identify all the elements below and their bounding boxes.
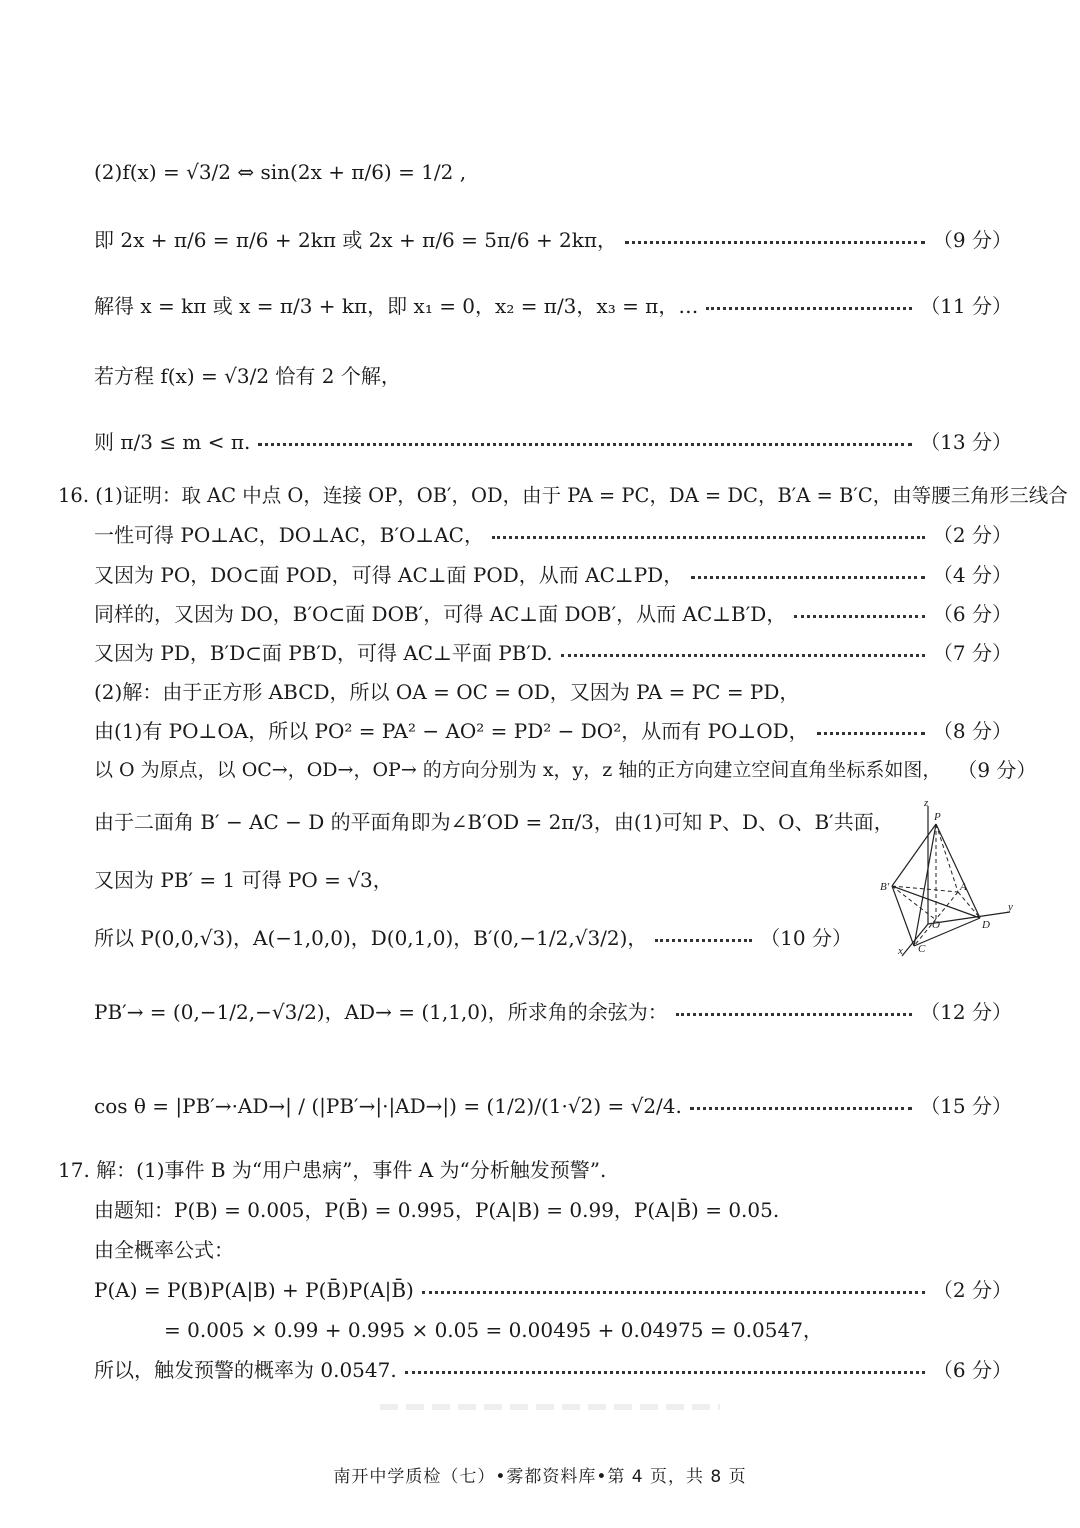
solution-line — [58, 1158, 1012, 1182]
label-x: x — [898, 945, 903, 957]
label-z: z — [924, 800, 929, 809]
dot-leader — [691, 576, 925, 579]
equation-text: 一性可得 PO⊥AC，DO⊥AC，B′O⊥AC， — [94, 523, 484, 547]
dot-leader — [561, 654, 925, 657]
solution-line — [94, 1238, 1012, 1262]
dot-leader — [405, 1371, 925, 1374]
solution-line — [94, 868, 850, 892]
problem-17-heading: 17. 解：(1)事件 B 为“用户患病”，事件 A 为“分析触发预警”. — [58, 1158, 607, 1182]
equation-text: 又因为 PD，B′D⊂面 PB′D，可得 AC⊥平面 PB′D. — [94, 641, 553, 665]
equation-text: 以 O 为原点，以 OC→，OD→，OP→ 的方向分别为 x，y，z 轴的正方向建立空间直角坐标系如图， — [94, 758, 942, 781]
solution-line — [94, 602, 1012, 626]
problem-16-heading: 16. (1)证明：取 AC 中点 O，连接 OP，OB′，OD，由于 PA = PC，DA = DC，B′A = B′C，由等腰三角形三线合 — [58, 484, 1068, 507]
equation-text: cos θ = |PB′→·AD→| / (|PB′→|·|AD→|) = (1/2)/(1·√2) = √2/4. — [94, 1094, 682, 1118]
faint-bleed-through — [380, 1404, 720, 1410]
dot-leader — [258, 443, 912, 446]
dot-leader — [706, 307, 912, 310]
equation-text: 所以 P(0,0,√3)，A(−1,0,0)，D(0,1,0)，B′(0,−1/2,√3/2)， — [94, 926, 648, 950]
score-mark: （9 分） — [932, 228, 1012, 252]
equation-text: 即 2x + π/6 = π/6 + 2kπ 或 2x + π/6 = 5π/6 + 2kπ， — [94, 228, 618, 252]
equation-text: 由全概率公式： — [94, 1238, 234, 1262]
page-footer: 南开中学质检（七）•雾都资料库•第 4 页，共 8 页 — [333, 1467, 747, 1487]
equation-text: 若方程 f(x) = √3/2 恰有 2 个解， — [94, 364, 401, 388]
score-mark: （11 分） — [920, 294, 1012, 318]
solution-line — [94, 758, 1037, 782]
equation-text: 由于二面角 B′ − AC − D 的平面角即为∠B′OD = 2π/3，由(1)可知 P、D、O、B′共面， — [94, 810, 894, 834]
equation-text: P(A) = P(B)P(A|B) + P(B̄)P(A|B̄) — [94, 1278, 414, 1302]
solution-line — [94, 810, 894, 834]
score-mark: （13 分） — [920, 430, 1012, 454]
score-mark: （2 分） — [932, 523, 1012, 547]
score-mark: （10 分） — [760, 926, 852, 950]
score-mark: （6 分） — [932, 602, 1012, 626]
edge-PA — [936, 824, 958, 892]
dot-leader — [625, 241, 925, 244]
solution-line — [94, 364, 1012, 388]
dot-leader — [492, 536, 925, 539]
score-mark: （7 分） — [932, 641, 1012, 665]
equation-text: 又因为 PO，DO⊂面 POD，可得 AC⊥面 POD，从而 AC⊥PD， — [94, 563, 684, 587]
solution-line — [94, 228, 1012, 252]
label-P: P — [934, 811, 941, 823]
coordinate-figure — [880, 800, 1020, 960]
solution-line — [94, 926, 852, 950]
solution-line — [94, 563, 1012, 587]
equation-text: (2)f(x) = √3/2 ⇔ sin(2x + π/6) = 1/2 , — [94, 160, 467, 184]
dot-leader — [676, 1013, 912, 1016]
solution-line — [58, 484, 1068, 507]
solution-line — [94, 523, 1012, 547]
solution-line — [94, 1278, 1012, 1302]
label-B: B′ — [880, 881, 890, 893]
equation-text: 由(1)有 PO⊥OA，所以 PO² = PA² − AO² = PD² − DO²，从而有 PO⊥OD， — [94, 719, 809, 743]
dot-leader — [794, 615, 925, 618]
score-mark: （12 分） — [920, 1000, 1012, 1024]
label-y: y — [1008, 901, 1013, 913]
solution-line — [94, 1198, 1012, 1222]
equation-text: 则 π/3 ≤ m < π. — [94, 430, 251, 454]
solution-line — [94, 1000, 1012, 1024]
dot-leader — [817, 732, 925, 735]
solution-line — [94, 294, 1012, 318]
equation-text: PB′→ = (0,−1/2,−√3/2)，AD→ = (1,1,0)，所求角的余弦为： — [94, 1000, 668, 1024]
solution-line — [94, 1094, 1012, 1118]
label-C: C — [918, 943, 926, 955]
equation-text: 所以，触发预警的概率为 0.0547. — [94, 1358, 397, 1382]
edge-PB — [892, 824, 936, 886]
equation-text: (2)解：由于正方形 ABCD，所以 OA = OC = OD，又因为 PA = PC = PD， — [94, 680, 800, 704]
equation-text: 同样的，又因为 DO，B′O⊂面 DOB′，可得 AC⊥面 DOB′，从而 AC⊥B′D， — [94, 602, 787, 626]
score-mark: （9 分） — [957, 758, 1037, 782]
solution-line — [94, 719, 1012, 743]
equation-text: 由题知：P(B) = 0.005，P(B̄) = 0.995，P(A|B) = 0.99，P(A|B̄) = 0.05. — [94, 1198, 780, 1222]
score-mark: （8 分） — [932, 719, 1012, 743]
equation-text: 又因为 PB′ = 1 可得 PO = √3， — [94, 868, 393, 892]
solution-line — [94, 1358, 1012, 1382]
solution-line — [94, 160, 1012, 184]
dot-leader — [655, 939, 752, 942]
label-D: D — [982, 919, 990, 931]
score-mark: （6 分） — [932, 1358, 1012, 1382]
score-mark: （15 分） — [920, 1094, 1012, 1118]
solution-line — [94, 430, 1012, 454]
score-mark: （4 分） — [932, 563, 1012, 587]
solution-line — [164, 1318, 1012, 1342]
label-A: A — [960, 881, 967, 893]
solution-line — [94, 641, 1012, 665]
equation-text: = 0.005 × 0.99 + 0.995 × 0.05 = 0.00495 + 0.04975 = 0.0547， — [164, 1318, 823, 1342]
equation-text: 解得 x = kπ 或 x = π/3 + kπ，即 x₁ = 0，x₂ = π/3，x₃ = π，… — [94, 294, 699, 318]
edge-CD — [914, 918, 980, 946]
label-O: O — [932, 919, 940, 931]
dot-leader — [422, 1291, 925, 1294]
solution-line — [94, 680, 1012, 704]
score-mark: （2 分） — [932, 1278, 1012, 1302]
dot-leader — [690, 1107, 912, 1110]
